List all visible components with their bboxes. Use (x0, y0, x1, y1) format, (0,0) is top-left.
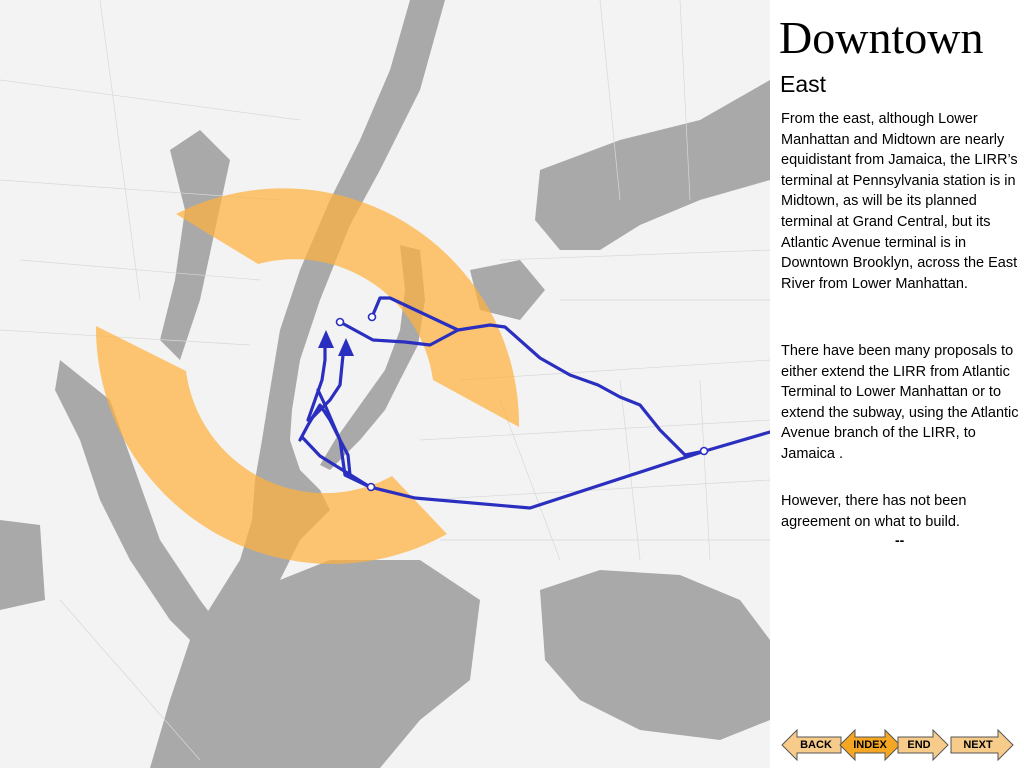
paragraph-2: There have been many proposals to either extend the LIRR from Atlantic Terminal to Lower Manhattan or to extend the subway, using the Atlantic Avenue branch of the LIRR, to Jamaica . (781, 343, 1019, 462)
station-jamaica (701, 448, 708, 455)
end-button-label: END (907, 739, 931, 751)
station-grand-central (369, 314, 376, 321)
slide-title: Downtown (779, 12, 984, 63)
station-penn (337, 319, 344, 326)
next-button-label: NEXT (963, 739, 993, 751)
station-atlantic (368, 484, 375, 491)
end-button[interactable] (897, 729, 949, 761)
next-button[interactable] (950, 729, 1014, 761)
slide-subtitle: East (780, 71, 827, 97)
arthur-kill (0, 520, 45, 610)
paragraph-3: However, there has not been agreement on what to build. (781, 493, 967, 530)
paragraph-1: From the east, although Lower Manhattan and Midtown are nearly equidistant from Jamaica, the LIRR’s terminal at Pennsylvania station is in Midtown, as will be its planned terminal at Grand Central, but its Atlantic Avenue terminal is in Downtown Brooklyn, across the East River from Lower Manhattan. (781, 111, 1018, 292)
back-button-label: BACK (800, 739, 832, 751)
separator: -- (895, 532, 905, 548)
back-button[interactable] (781, 729, 843, 761)
index-button[interactable] (839, 729, 901, 761)
index-button-label: INDEX (853, 739, 887, 751)
